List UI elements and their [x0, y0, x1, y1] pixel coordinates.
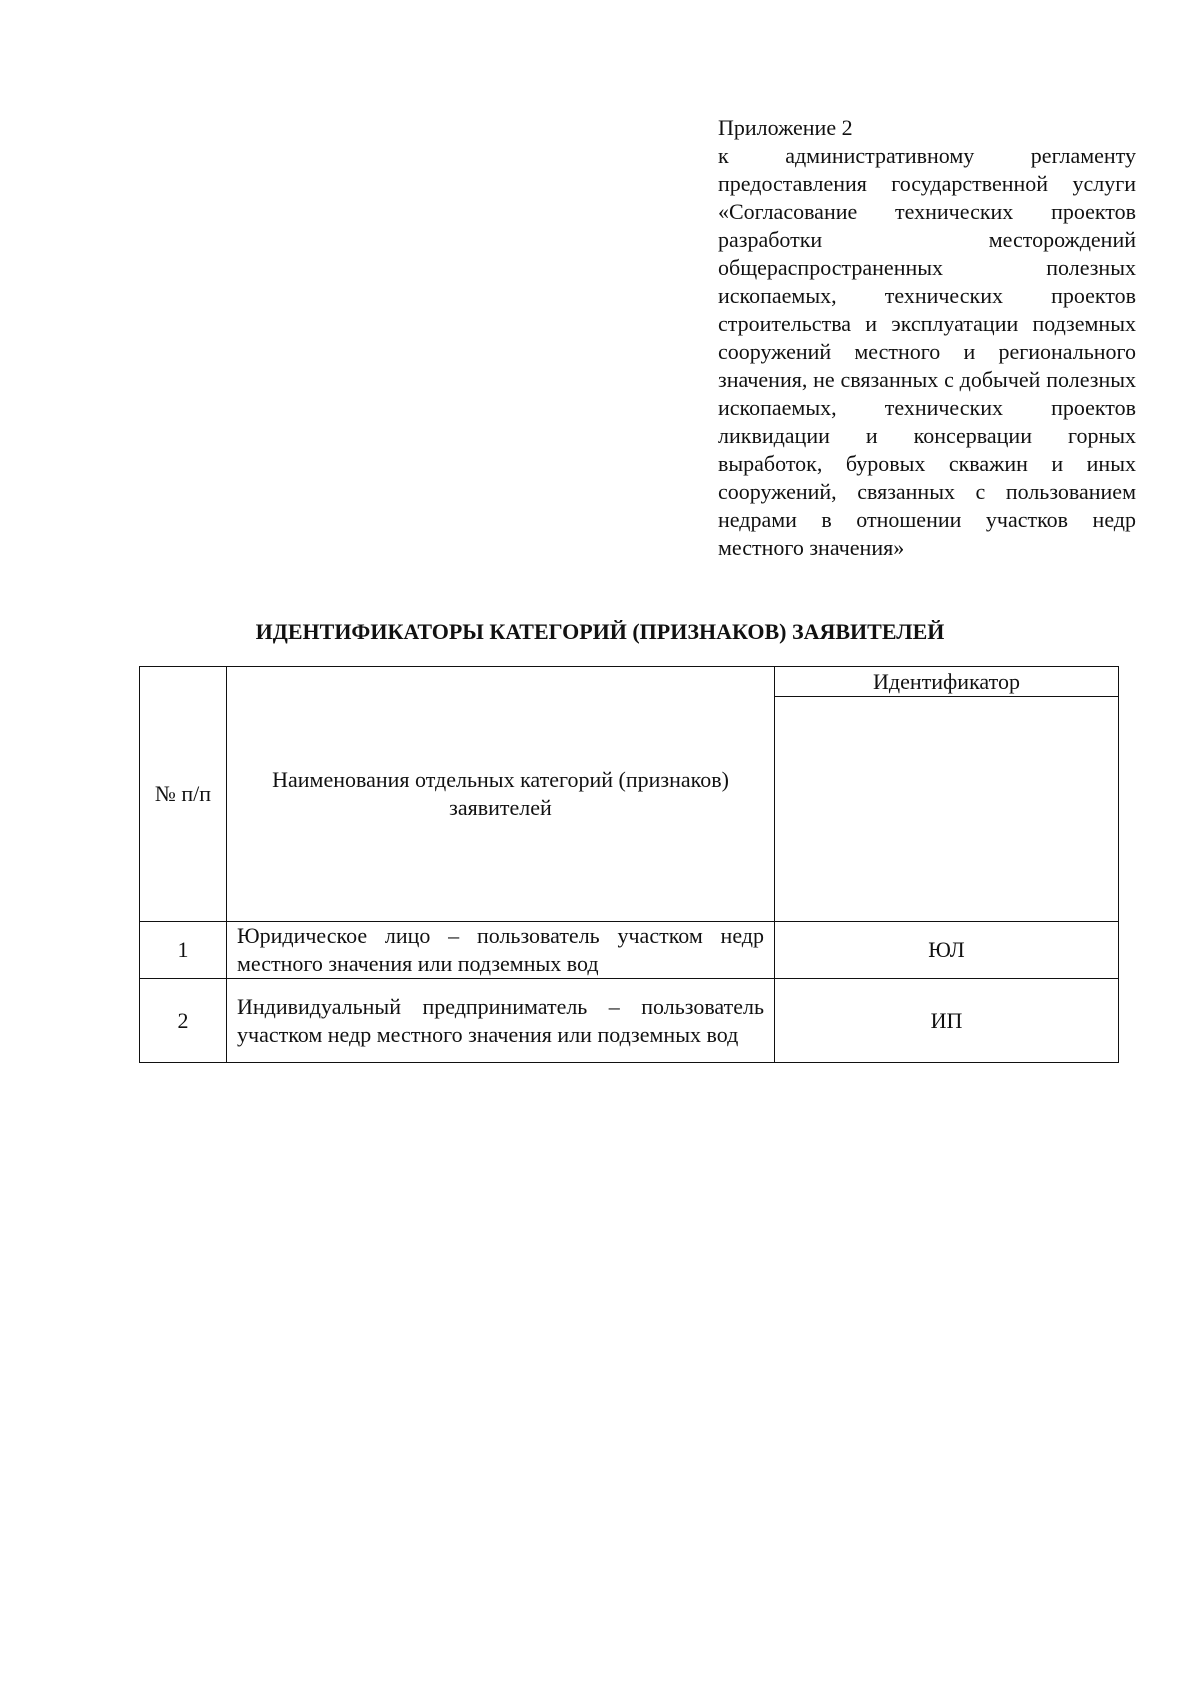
row-category-name: Индивидуальный предприниматель – пользователь участком недр местного значения или подземных вод	[227, 979, 775, 1063]
row-number: 2	[140, 979, 227, 1063]
document-title: ИДЕНТИФИКАТОРЫ КАТЕГОРИЙ (ПРИЗНАКОВ) ЗАЯВИТЕЛЕЙ	[255, 619, 945, 644]
annex-block	[718, 114, 1136, 562]
annex-label: Приложение 2	[718, 115, 853, 140]
table-row	[140, 922, 1119, 979]
table-body	[140, 922, 1119, 1063]
table-row	[140, 979, 1119, 1063]
header-category-name: Наименования отдельных категорий (признаков) заявителей	[227, 667, 775, 922]
annex-description: к административному регламенту предоставления государственной услуги «Согласование технических проектов разработки месторождений общераспространенных полезных ископаемых, технических проектов строительства и эксплуатации подземных сооружений местного и регионального значения, не связанных с добычей полезных ископаемых, технических проектов ликвидации и консервации горных выработок, буровых скважин и иных сооружений, связанных с пользованием недрами в отношении участков недр местного значения»	[718, 143, 1136, 560]
row-identifier: ИП	[775, 979, 1119, 1063]
header-identifier: Идентификатор	[775, 667, 1119, 697]
identifiers-table	[139, 666, 1119, 1063]
row-identifier: ЮЛ	[775, 922, 1119, 979]
table-header	[140, 667, 1119, 922]
header-number: № п/п	[140, 667, 227, 922]
row-category-name: Юридическое лицо – пользователь участком недр местного значения или подземных вод	[227, 922, 775, 979]
header-identifier-empty-cell	[775, 697, 1119, 922]
row-number: 1	[140, 922, 227, 979]
